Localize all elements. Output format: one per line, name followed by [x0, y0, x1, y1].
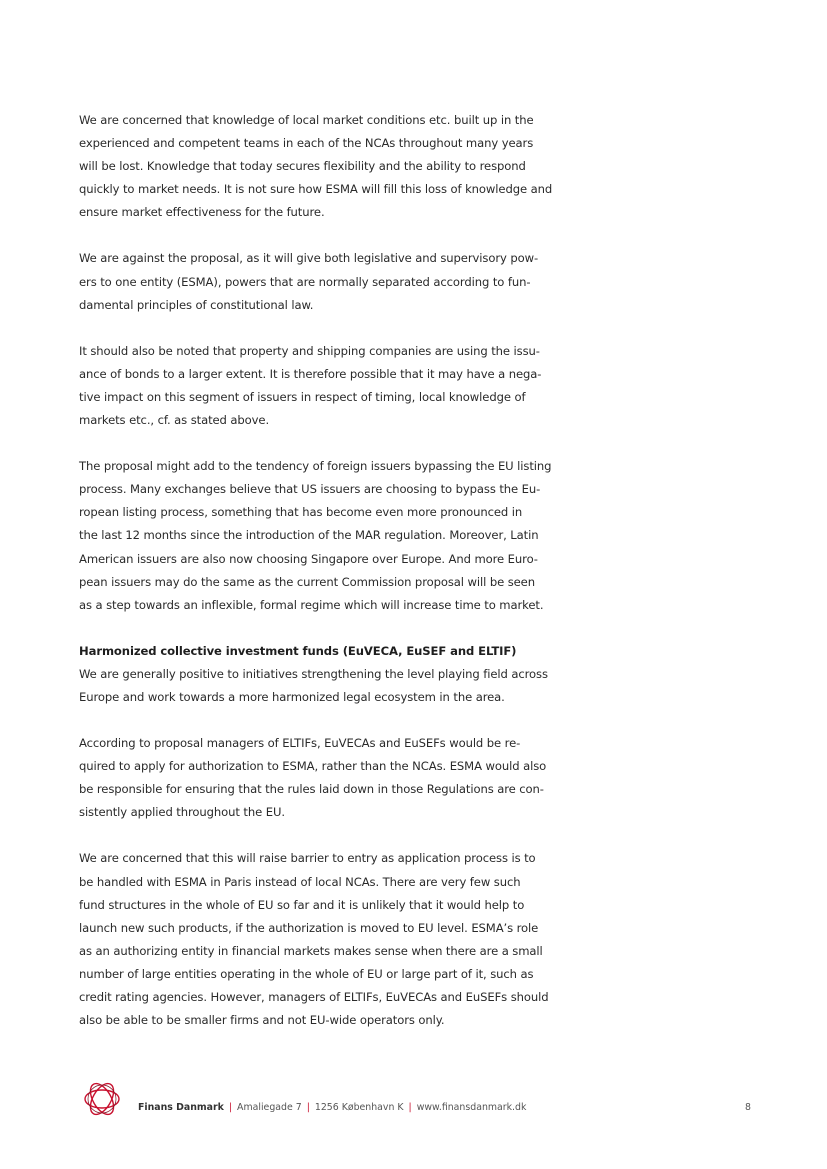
section-collective-investment-funds	[79, 640, 579, 709]
paragraph	[79, 109, 579, 224]
paragraph	[79, 847, 579, 1032]
footer-separator: |	[228, 1102, 233, 1113]
text-line: We are concerned that this will raise barrier to entry as application process is to	[79, 851, 536, 866]
text-line: will be lost. Knowledge that today secures flexibility and the ability to respond	[79, 159, 526, 174]
text-line: also be able to be smaller firms and not EU-wide operators only.	[79, 1013, 445, 1028]
text-line: quickly to market needs. It is not sure how ESMA will fill this loss of knowledge and	[79, 182, 553, 197]
text-line: ers to one entity (ESMA), powers that are normally separated according to fun-	[79, 274, 531, 289]
document-body	[79, 109, 579, 1055]
footer-address: Amaliegade 7	[237, 1102, 302, 1113]
text-line: It should also be noted that property and shipping companies are using the issu-	[79, 343, 540, 358]
footer-separator: |	[408, 1102, 412, 1113]
page-number: 8	[745, 1102, 751, 1113]
text-line: The proposal might add to the tendency of foreign issuers bypassing the EU listing	[79, 459, 552, 474]
text-line: tive impact on this segment of issuers in respect of timing, local knowledge of	[79, 389, 526, 404]
text-line: be handled with ESMA in Paris instead of local NCAs. There are very few such	[79, 874, 521, 889]
text-line: ropean listing process, something that has become even more pronounced in	[79, 505, 523, 520]
text-line: We are against the proposal, as it will give both legislative and supervisory pow-	[79, 251, 539, 266]
text-line: We are concerned that knowledge of local market conditions etc. built up in the	[79, 113, 534, 127]
paragraph	[79, 732, 579, 824]
text-line: number of large entities operating in the whole of EU or large part of it, such as	[79, 966, 534, 981]
paragraph	[79, 455, 579, 617]
paragraph	[79, 340, 579, 432]
footer-website-link[interactable]: www.finansdanmark.dk	[416, 1102, 527, 1113]
text-line: American issuers are also now choosing Singapore over Europe. And more Euro-	[79, 551, 538, 566]
paragraph-group-2	[79, 732, 579, 1032]
text-line: damental principles of constitutional law.	[79, 297, 314, 312]
text-line: pean issuers may do the same as the current Commission proposal will be seen	[79, 574, 535, 589]
footer-city: 1256 København K	[314, 1102, 404, 1113]
paragraph-group-1	[79, 109, 579, 617]
finans-danmark-logo-icon	[79, 1076, 125, 1122]
text-line: sistently applied throughout the EU.	[79, 805, 285, 820]
text-line: Europe and work towards a more harmonized legal ecosystem in the area.	[79, 689, 505, 704]
text-line: as a step towards an inflexible, formal regime which will increase time to market.	[79, 597, 544, 612]
text-line: markets etc., cf. as stated above.	[79, 413, 270, 428]
text-line: process. Many exchanges believe that US issuers are choosing to bypass the Eu-	[79, 482, 541, 497]
footer-contact-line	[138, 1102, 526, 1113]
text-line: be responsible for ensuring that the rules laid down in those Regulations are con-	[79, 782, 544, 797]
footer-separator: |	[306, 1102, 310, 1113]
paragraph	[79, 247, 579, 316]
text-line: ensure market effectiveness for the future.	[79, 205, 325, 220]
text-line: quired to apply for authorization to ESMA, rather than the NCAs. ESMA would also	[79, 759, 547, 774]
text-line: the last 12 months since the introduction of the MAR regulation. Moreover, Latin	[79, 528, 539, 543]
paragraph	[79, 663, 579, 709]
footer-brand: Finans Danmark	[138, 1102, 224, 1113]
text-line: as an authorizing entity in financial markets makes sense when there are a small	[79, 943, 543, 958]
text-line: According to proposal managers of ELTIFs, EuVECAs and EuSEFs would be re-	[79, 736, 521, 751]
text-line: fund structures in the whole of EU so far and it is unlikely that it would help to	[79, 897, 525, 912]
text-line: experienced and competent teams in each of the NCAs throughout many years	[79, 136, 534, 151]
text-line: ance of bonds to a larger extent. It is therefore possible that it may have a nega-	[79, 366, 542, 381]
page-footer	[79, 1076, 751, 1122]
text-line: launch new such products, if the authorization is moved to EU level. ESMA’s role	[79, 920, 539, 935]
text-line: credit rating agencies. However, managers of ELTIFs, EuVECAs and EuSEFs should	[79, 990, 549, 1004]
text-line: We are generally positive to initiatives strengthening the level playing field across	[79, 666, 548, 681]
section-heading: Harmonized collective investment funds (EuVECA, EuSEF and ELTIF)	[79, 643, 517, 658]
